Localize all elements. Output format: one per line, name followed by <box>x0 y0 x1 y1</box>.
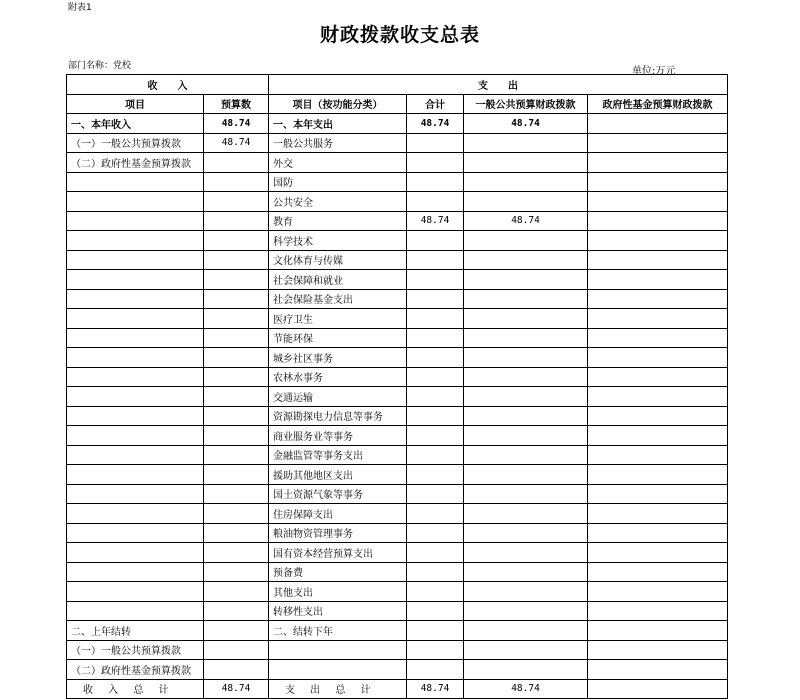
table-row <box>67 621 728 641</box>
attachment-label: 附表1 <box>68 3 92 13</box>
income-item-cell <box>67 328 204 348</box>
fund-cell <box>588 640 728 660</box>
table-row <box>67 270 728 290</box>
expense-item-cell: 一般公共服务 <box>269 133 407 153</box>
fund-cell <box>588 601 728 621</box>
income-item-cell <box>67 445 204 465</box>
income-value-cell <box>204 504 269 524</box>
fund-cell <box>588 348 728 368</box>
income-value-cell <box>204 309 269 329</box>
expense-item-cell: 文化体育与传媒 <box>269 250 407 270</box>
expense-item-cell: 科学技术 <box>269 231 407 251</box>
fund-cell <box>588 367 728 387</box>
general-cell <box>464 289 588 309</box>
income-item-cell: 一、本年收入 <box>67 114 204 134</box>
expense-item-cell: 二、结转下年 <box>269 621 407 641</box>
expense-item-cell: 农林水事务 <box>269 367 407 387</box>
total-cell <box>407 601 464 621</box>
expense-item-cell: 援助其他地区支出 <box>269 465 407 485</box>
expense-item-cell: 社会保险基金支出 <box>269 289 407 309</box>
general-cell <box>464 192 588 212</box>
expense-item-cell: 资源勘探电力信息等事务 <box>269 406 407 426</box>
income-item-cell <box>67 601 204 621</box>
general-cell <box>464 153 588 173</box>
fund-cell <box>588 445 728 465</box>
table-row <box>67 153 728 173</box>
table-row <box>67 504 728 524</box>
income-item-cell: （二）政府性基金预算拨款 <box>67 153 204 173</box>
expense-item-cell: 粮油物资管理事务 <box>269 523 407 543</box>
expense-item-cell <box>269 660 407 680</box>
general-cell <box>464 367 588 387</box>
general-cell <box>464 465 588 485</box>
income-value-cell <box>204 192 269 212</box>
total-cell: 48.74 <box>407 211 464 231</box>
col-header-fund: 政府性基金预算财政拨款 <box>588 94 728 114</box>
table-row <box>67 562 728 582</box>
income-item-cell <box>67 562 204 582</box>
income-item-cell <box>67 270 204 290</box>
general-cell <box>464 270 588 290</box>
fund-cell <box>588 523 728 543</box>
general-cell <box>464 621 588 641</box>
total-cell <box>407 465 464 485</box>
expense-item-cell: 国土资源气象等事务 <box>269 484 407 504</box>
fund-cell <box>588 250 728 270</box>
table-row <box>67 543 728 563</box>
table-row <box>67 445 728 465</box>
total-cell <box>407 484 464 504</box>
income-total-label: 收 入 总 计 <box>67 679 204 699</box>
income-item-cell <box>67 582 204 602</box>
col-header-general: 一般公共预算财政拨款 <box>464 94 588 114</box>
income-value-cell <box>204 601 269 621</box>
table-row <box>67 465 728 485</box>
total-cell <box>407 250 464 270</box>
income-value-cell <box>204 543 269 563</box>
income-value-cell <box>204 328 269 348</box>
expense-item-cell <box>269 640 407 660</box>
table-row <box>67 484 728 504</box>
income-value-cell <box>204 621 269 641</box>
general-cell <box>464 523 588 543</box>
table-row <box>67 523 728 543</box>
expense-total-cell: 48.74 <box>407 679 464 699</box>
total-cell <box>407 270 464 290</box>
income-value-cell <box>204 660 269 680</box>
fund-cell <box>588 211 728 231</box>
income-value-cell <box>204 367 269 387</box>
income-item-cell <box>67 172 204 192</box>
income-item-cell <box>67 231 204 251</box>
table-row <box>67 309 728 329</box>
section-header-row <box>67 75 728 95</box>
income-item-cell <box>67 426 204 446</box>
income-value-cell <box>204 426 269 446</box>
table-row <box>67 601 728 621</box>
general-cell <box>464 309 588 329</box>
general-cell <box>464 445 588 465</box>
expense-item-cell: 一、本年支出 <box>269 114 407 134</box>
expense-item-cell: 住房保障支出 <box>269 504 407 524</box>
fund-cell <box>588 387 728 407</box>
general-cell: 48.74 <box>464 211 588 231</box>
expense-item-cell: 金融监管等事务支出 <box>269 445 407 465</box>
income-value-cell <box>204 250 269 270</box>
total-cell <box>407 640 464 660</box>
fund-cell <box>588 484 728 504</box>
total-cell <box>407 543 464 563</box>
income-value-cell <box>204 640 269 660</box>
general-cell: 48.74 <box>464 114 588 134</box>
fund-cell <box>588 426 728 446</box>
table-row <box>67 211 728 231</box>
table-row <box>67 289 728 309</box>
income-value-cell <box>204 231 269 251</box>
income-item-cell <box>67 192 204 212</box>
expense-item-cell: 城乡社区事务 <box>269 348 407 368</box>
income-item-cell: （二）政府性基金预算拨款 <box>67 660 204 680</box>
fund-cell <box>588 621 728 641</box>
total-cell <box>407 406 464 426</box>
income-value-cell: 48.74 <box>204 133 269 153</box>
income-item-cell <box>67 348 204 368</box>
total-cell <box>407 231 464 251</box>
expense-item-cell: 交通运输 <box>269 387 407 407</box>
income-item-cell <box>67 465 204 485</box>
expense-item-cell: 医疗卫生 <box>269 309 407 329</box>
fund-cell <box>588 231 728 251</box>
fund-cell <box>588 660 728 680</box>
total-cell <box>407 445 464 465</box>
col-header-item: 项目 <box>67 94 204 114</box>
total-cell <box>407 367 464 387</box>
income-item-cell: （一）一般公共预算拨款 <box>67 640 204 660</box>
total-cell <box>407 504 464 524</box>
fund-cell <box>588 543 728 563</box>
total-cell <box>407 426 464 446</box>
expense-item-cell: 其他支出 <box>269 582 407 602</box>
fund-cell <box>588 192 728 212</box>
table-row <box>67 192 728 212</box>
department-label: 部门名称：党校 <box>68 61 132 71</box>
total-row <box>67 679 728 699</box>
table-row <box>67 328 728 348</box>
expense-item-cell: 外交 <box>269 153 407 173</box>
column-header-row <box>67 94 728 114</box>
general-cell <box>464 172 588 192</box>
total-cell <box>407 348 464 368</box>
total-cell <box>407 172 464 192</box>
general-cell <box>464 484 588 504</box>
fund-cell <box>588 328 728 348</box>
expense-item-cell: 社会保障和就业 <box>269 270 407 290</box>
table-row <box>67 582 728 602</box>
income-value-cell <box>204 582 269 602</box>
income-value-cell <box>204 172 269 192</box>
col-header-budget: 预算数 <box>204 94 269 114</box>
col-header-item-func: 项目（按功能分类） <box>269 94 407 114</box>
income-value-cell <box>204 445 269 465</box>
general-cell <box>464 504 588 524</box>
total-cell <box>407 192 464 212</box>
table-row <box>67 231 728 251</box>
expense-total-label: 支 出 总 计 <box>269 679 407 699</box>
fund-cell <box>588 270 728 290</box>
table-row <box>67 426 728 446</box>
expense-item-cell: 转移性支出 <box>269 601 407 621</box>
general-cell <box>464 601 588 621</box>
expense-item-cell: 节能环保 <box>269 328 407 348</box>
total-cell <box>407 133 464 153</box>
table-row <box>67 250 728 270</box>
income-item-cell <box>67 309 204 329</box>
fund-cell <box>588 114 728 134</box>
expense-item-cell: 教育 <box>269 211 407 231</box>
income-value-cell <box>204 289 269 309</box>
fund-cell <box>588 133 728 153</box>
fund-cell <box>588 562 728 582</box>
income-item-cell <box>67 406 204 426</box>
table-row <box>67 660 728 680</box>
finance-table <box>66 74 728 699</box>
income-value-cell <box>204 270 269 290</box>
general-cell <box>464 660 588 680</box>
expense-item-cell: 预备费 <box>269 562 407 582</box>
fund-cell <box>588 172 728 192</box>
income-value-cell <box>204 211 269 231</box>
page-title: 财政拨款收支总表 <box>319 24 480 46</box>
income-item-cell <box>67 523 204 543</box>
income-value-cell: 48.74 <box>204 114 269 134</box>
total-cell <box>407 153 464 173</box>
table-row <box>67 387 728 407</box>
general-total-cell: 48.74 <box>464 679 588 699</box>
income-total-value: 48.74 <box>204 679 269 699</box>
general-cell <box>464 426 588 446</box>
income-item-cell <box>67 484 204 504</box>
total-cell <box>407 660 464 680</box>
general-cell <box>464 387 588 407</box>
general-cell <box>464 582 588 602</box>
income-item-cell <box>67 289 204 309</box>
income-item-cell <box>67 250 204 270</box>
general-cell <box>464 543 588 563</box>
general-cell <box>464 250 588 270</box>
expense-item-cell: 商业服务业等事务 <box>269 426 407 446</box>
income-value-cell <box>204 523 269 543</box>
income-value-cell <box>204 465 269 485</box>
general-cell <box>464 640 588 660</box>
general-cell <box>464 406 588 426</box>
total-cell: 48.74 <box>407 114 464 134</box>
income-value-cell <box>204 348 269 368</box>
income-item-cell <box>67 504 204 524</box>
fund-cell <box>588 153 728 173</box>
general-cell <box>464 328 588 348</box>
fund-cell <box>588 406 728 426</box>
table-row <box>67 114 728 134</box>
table-row <box>67 133 728 153</box>
income-item-cell <box>67 211 204 231</box>
total-cell <box>407 582 464 602</box>
income-value-cell <box>204 153 269 173</box>
fund-cell <box>588 465 728 485</box>
income-value-cell <box>204 484 269 504</box>
fund-cell <box>588 504 728 524</box>
expense-item-cell: 公共安全 <box>269 192 407 212</box>
fund-total-cell <box>588 679 728 699</box>
income-item-cell <box>67 367 204 387</box>
expense-section-header: 支 出 <box>269 75 728 95</box>
table-row <box>67 406 728 426</box>
table-row <box>67 172 728 192</box>
table-row <box>67 367 728 387</box>
unit-label: 单位:万元 <box>632 66 676 77</box>
total-cell <box>407 562 464 582</box>
fund-cell <box>588 582 728 602</box>
income-value-cell <box>204 406 269 426</box>
general-cell <box>464 562 588 582</box>
income-section-header: 收 入 <box>67 75 269 95</box>
general-cell <box>464 133 588 153</box>
income-value-cell <box>204 387 269 407</box>
fund-cell <box>588 309 728 329</box>
income-item-cell <box>67 387 204 407</box>
total-cell <box>407 289 464 309</box>
col-header-total: 合计 <box>407 94 464 114</box>
total-cell <box>407 328 464 348</box>
general-cell <box>464 348 588 368</box>
table-row <box>67 348 728 368</box>
total-cell <box>407 309 464 329</box>
fund-cell <box>588 289 728 309</box>
general-cell <box>464 231 588 251</box>
total-cell <box>407 523 464 543</box>
total-cell <box>407 621 464 641</box>
income-item-cell: 二、上年结转 <box>67 621 204 641</box>
income-value-cell <box>204 562 269 582</box>
table-row <box>67 640 728 660</box>
expense-item-cell: 国防 <box>269 172 407 192</box>
expense-item-cell: 国有资本经营预算支出 <box>269 543 407 563</box>
total-cell <box>407 387 464 407</box>
income-item-cell: （一）一般公共预算拨款 <box>67 133 204 153</box>
income-item-cell <box>67 543 204 563</box>
